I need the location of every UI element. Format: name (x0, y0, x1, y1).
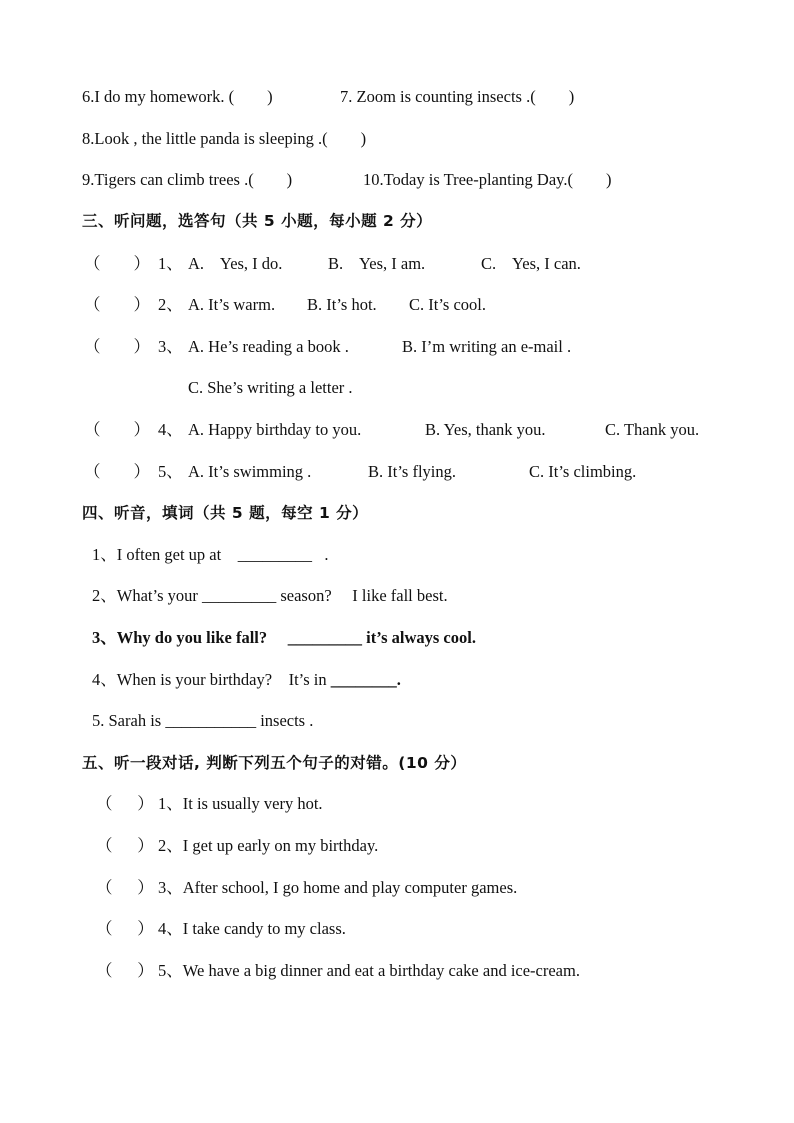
s5-item-1-paren: （ ） (96, 794, 154, 813)
s3-q1-num: 1、 (158, 254, 183, 273)
s3-q5-num: 5、 (158, 462, 183, 481)
s3-q2-num: 2、 (158, 295, 183, 314)
tf-item-10: 10.Today is Tree-planting Day.( ) (363, 170, 612, 189)
s3-q2-option-c: C. It’s cool. (409, 295, 486, 314)
section5-heading: 五、听一段对话, 判断下列五个句子的对错。(10 分） (82, 754, 467, 772)
s3-q4-option-a: A. Happy birthday to you. (188, 420, 362, 439)
s3-q5-option-a: A. It’s swimming . (188, 462, 312, 481)
s4-item-1: 1、I often get up at _________ . (92, 545, 329, 564)
s3-q3-option-a: A. He’s reading a book . (188, 337, 349, 356)
s3-q1-option-c: C. Yes, I can. (481, 254, 581, 273)
tf-item-6: 6.I do my homework. ( ) (82, 87, 273, 106)
s3-q5-option-c: C. It’s climbing. (529, 462, 637, 481)
s5-item-2-paren: （ ） (96, 836, 154, 855)
s3-q2-paren: （ ） (84, 295, 150, 314)
s4-item-3: 3、Why do you like fall? _________ it’s always cool. (92, 628, 476, 647)
section4-heading: 四、听音，填词（共 5 题，每空 1 分） (82, 504, 369, 522)
s4-item-2: 2、What’s your _________ season? I like fall best. (92, 586, 448, 605)
s3-q2-option-b: B. It’s hot. (307, 295, 377, 314)
s3-q1-option-a: A. Yes, I do. (188, 254, 283, 273)
s3-q4-option-c: C. Thank you. (605, 420, 700, 439)
s3-q2-option-a: A. It’s warm. (188, 295, 276, 314)
s5-item-3: 3、After school, I go home and play computer games. (158, 878, 518, 897)
tf-item-7: 7. Zoom is counting insects .( ) (340, 87, 575, 106)
s3-q1-option-b: B. Yes, I am. (328, 254, 426, 273)
s3-q3-num: 3、 (158, 337, 183, 356)
s4-item-4 (92, 670, 401, 690)
s3-q4-option-b: B. Yes, thank you. (425, 420, 546, 439)
s5-item-5-paren: （ ） (96, 961, 154, 980)
s3-q3-paren: （ ） (84, 337, 150, 356)
s3-q3-option-c: C. She’s writing a letter . (188, 378, 353, 397)
s3-q4-num: 4、 (158, 420, 183, 439)
tf-item-8: 8.Look , the little panda is sleeping .( ) (82, 129, 367, 148)
s5-item-4-paren: （ ） (96, 919, 154, 938)
tf-item-9: 9.Tigers can climb trees .( ) (82, 170, 293, 189)
s3-q5-paren: （ ） (84, 462, 150, 481)
s3-q5-option-b: B. It’s flying. (368, 462, 457, 481)
s4-item-4-text: 4、When is your birthday? It’s in (92, 670, 331, 689)
s5-item-1: 1、It is usually very hot. (158, 794, 323, 813)
s3-q4-paren: （ ） (84, 420, 150, 439)
s4-item-4-blank: ________. (330, 670, 401, 689)
s3-q3-option-b: B. I’m writing an e-mail . (402, 337, 572, 356)
s5-item-4: 4、I take candy to my class. (158, 919, 346, 938)
s4-item-5: 5. Sarah is ___________ insects . (92, 711, 314, 730)
s5-item-3-paren: （ ） (96, 878, 154, 897)
s5-item-5: 5、We have a big dinner and eat a birthday cake and ice-cream. (158, 961, 580, 980)
s5-item-2: 2、I get up early on my birthday. (158, 836, 379, 855)
section3-heading: 三、听问题，选答句（共 5 小题，每小题 2 分） (82, 212, 433, 230)
s3-q1-paren: （ ） (84, 254, 150, 273)
